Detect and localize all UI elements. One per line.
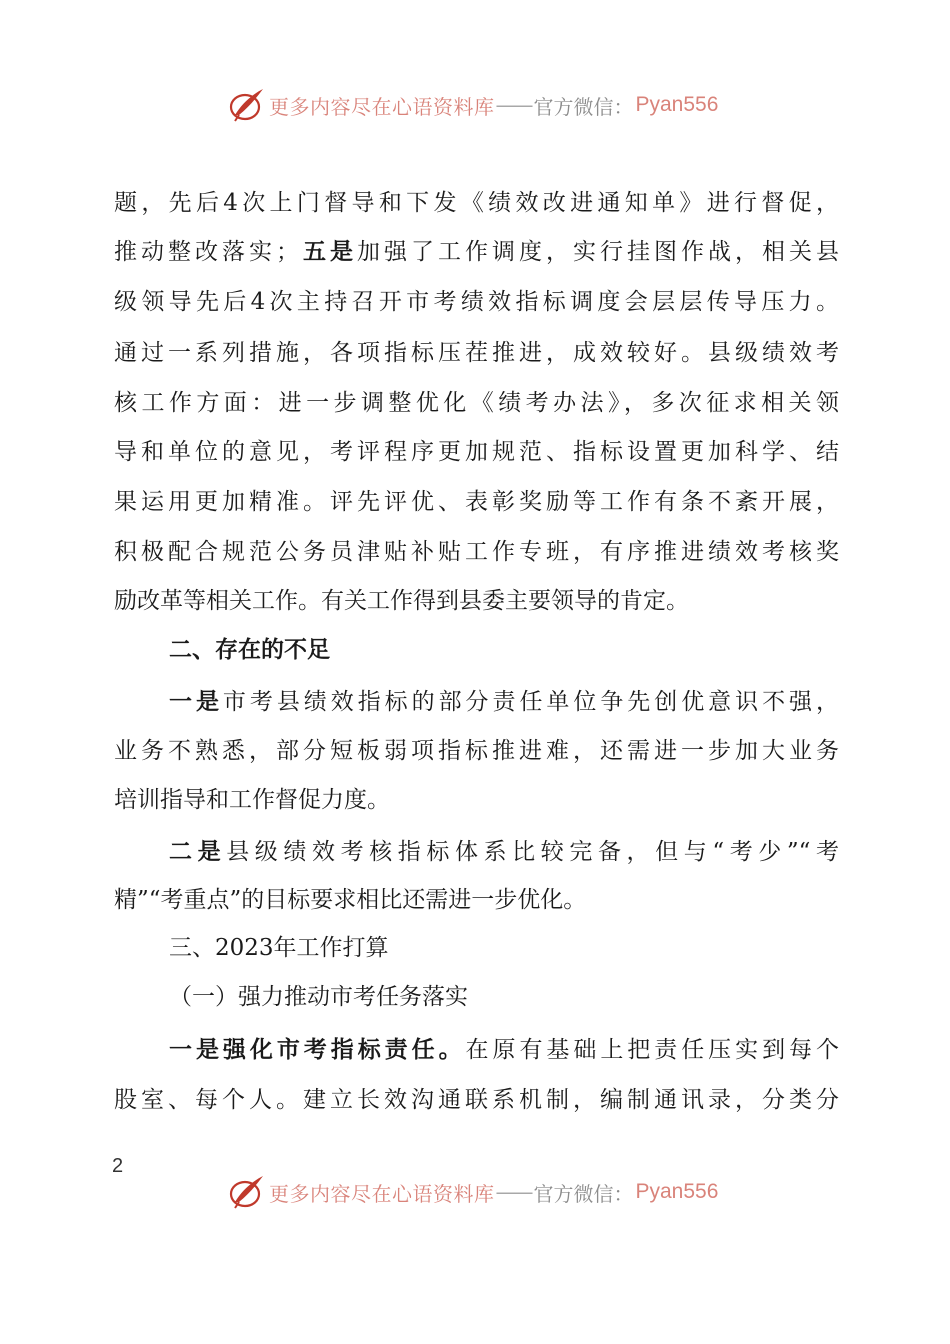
bold-lead: 一是强化市考指标责任。	[169, 1036, 466, 1063]
paragraph-line: 导和单位的意见，考评程序更加规范、指标设置更加科学、结	[114, 439, 839, 465]
banner-dash: ——	[495, 93, 532, 117]
header-banner	[227, 83, 718, 127]
paragraph-line: 题，先后4次上门督导和下发《绩效改进通知单》进行督促，	[114, 190, 839, 216]
page-number: 2	[112, 1155, 124, 1177]
paragraph-line: 培训指导和工作督促力度。	[114, 787, 390, 813]
banner-wechat-label: 官方微信：	[533, 94, 634, 119]
paragraph-line: 二是县级绩效考核指标体系比较完备，但与“考少”“考	[169, 838, 840, 865]
paragraph-line: 一是强化市考指标责任。在原有基础上把责任压实到每个	[169, 1036, 840, 1063]
paragraph-line: 核工作方面：进一步调整优化《绩考办法》，多次征求相关领	[114, 390, 839, 416]
banner-wechat-id: Pyan556	[635, 1180, 719, 1203]
feather-pen-logo-icon	[227, 1172, 267, 1212]
feather-pen-logo-icon	[227, 85, 267, 125]
paragraph-line: 励改革等相关工作。有关工作得到县委主要领导的肯定。	[114, 588, 689, 614]
bold-lead: 一是	[169, 688, 223, 715]
banner-site-text: 更多内容尽在心语资料库	[269, 94, 495, 119]
paragraph-line: 通过一系列措施，各项指标压茬推进，成效较好。县级绩效考	[114, 340, 839, 366]
section-heading: 二、存在的不足	[169, 636, 330, 663]
banner-site-text: 更多内容尽在心语资料库	[269, 1181, 495, 1206]
paragraph-line: 精”“考重点”的目标要求相比还需进一步优化。	[114, 887, 587, 913]
paragraph-line: 一是市考县绩效指标的部分责任单位争先创优意识不强，	[169, 688, 840, 715]
banner-dash: ——	[495, 1180, 532, 1204]
subsection-heading: （一）强力推动市考任务落实	[169, 984, 468, 1010]
paragraph-line: 业务不熟悉，部分短板弱项指标推进难，还需进一步加大业务	[114, 738, 839, 764]
bold-lead: 二是	[169, 838, 227, 865]
paragraph-line: 积极配合规范公务员津贴补贴工作专班，有序推进绩效考核奖	[114, 539, 839, 565]
paragraph-line: 股室、每个人。建立长效沟通联系机制，编制通讯录，分类分	[114, 1087, 839, 1113]
paragraph-line: 果运用更加精准。评先评优、表彰奖励等工作有条不紊开展，	[114, 489, 839, 515]
banner-wechat-id: Pyan556	[635, 93, 719, 116]
footer-banner	[227, 1170, 718, 1214]
paragraph-line: 级领导先后4次主持召开市考绩效指标调度会层层传导压力。	[114, 289, 839, 315]
paragraph-line: 推动整改落实；五是加强了工作调度，实行挂图作战，相关县	[114, 238, 839, 265]
bold-lead: 五是	[299, 238, 357, 265]
section-heading: 三、2023年工作打算	[169, 935, 389, 961]
banner-wechat-label: 官方微信：	[533, 1181, 634, 1206]
